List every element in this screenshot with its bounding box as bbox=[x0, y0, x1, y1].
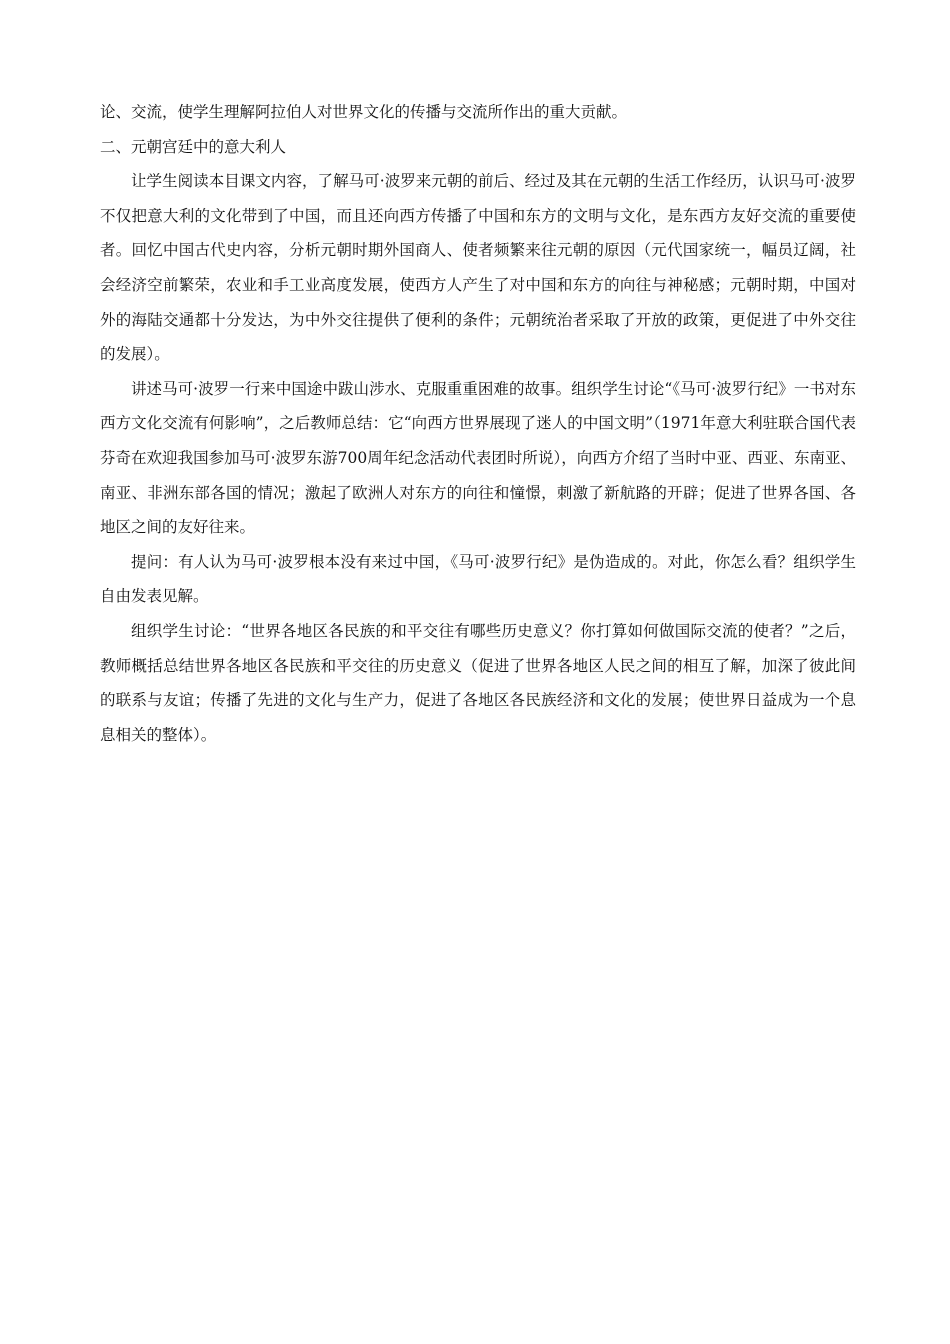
section-heading: 二、元朝宫廷中的意大利人 bbox=[100, 137, 287, 156]
paragraph-marco-polo-travels: 讲述马可·波罗一行来中国途中跋山涉水、克服重重困难的故事。组织学生讨论“《马可·波罗行纪》一书对东西方文化交流有何影响”，之后教师总结：它“向西方世界展现了迷人的中国文明”（1971年意大利驻联合国代表芬奇在欢迎我国参加马可·波罗东游700周年纪念活动代表团时所说），向西方介绍了当时中亚、西亚、东南亚、南亚、非洲东部各国的情况；激起了欧洲人对东方的向往和憧憬，刺激了新航路的开辟；促进了世界各国、各地区之间的友好往来。 bbox=[100, 379, 856, 537]
paragraph-marco-polo-intro: 让学生阅读本目课文内容，了解马可·波罗来元朝的前后、经过及其在元朝的生活工作经历，认识马可·波罗不仅把意大利的文化带到了中国，而且还向西方传播了中国和东方的文明与文化，是东西方友好交流的重要使者。回忆中国古代史内容，分析元朝时期外国商人、使者频繁来往元朝的原因（元代国家统一，幅员辽阔，社会经济空前繁荣，农业和手工业高度发展，使西方人产生了对中国和东方的向往与神秘感；元朝时期，中国对外的海陆交通都十分发达，为中外交往提供了便利的条件；元朝统治者采取了开放的政策，更促进了中外交往的发展）。 bbox=[100, 172, 856, 364]
paragraph-question: 提问：有人认为马可·波罗根本没有来过中国，《马可·波罗行纪》是伪造成的。对此，你怎么看？组织学生自由发表见解。 bbox=[100, 552, 856, 606]
paragraph-discussion: 组织学生讨论：“世界各地区各民族的和平交往有哪些历史意义？你打算如何做国际交流的使者？”之后，教师概括总结世界各地区各民族和平交往的历史意义（促进了世界各地区人民之间的相互了解，加深了彼此间的联系与友谊；传播了先进的文化与生产力，促进了各地区各民族经济和文化的发展；使世界日益成为一个息息相关的整体）。 bbox=[100, 621, 856, 744]
paragraph-continuation: 论、交流，使学生理解阿拉伯人对世界文化的传播与交流所作出的重大贡献。 bbox=[100, 103, 628, 121]
document-body bbox=[100, 95, 856, 752]
